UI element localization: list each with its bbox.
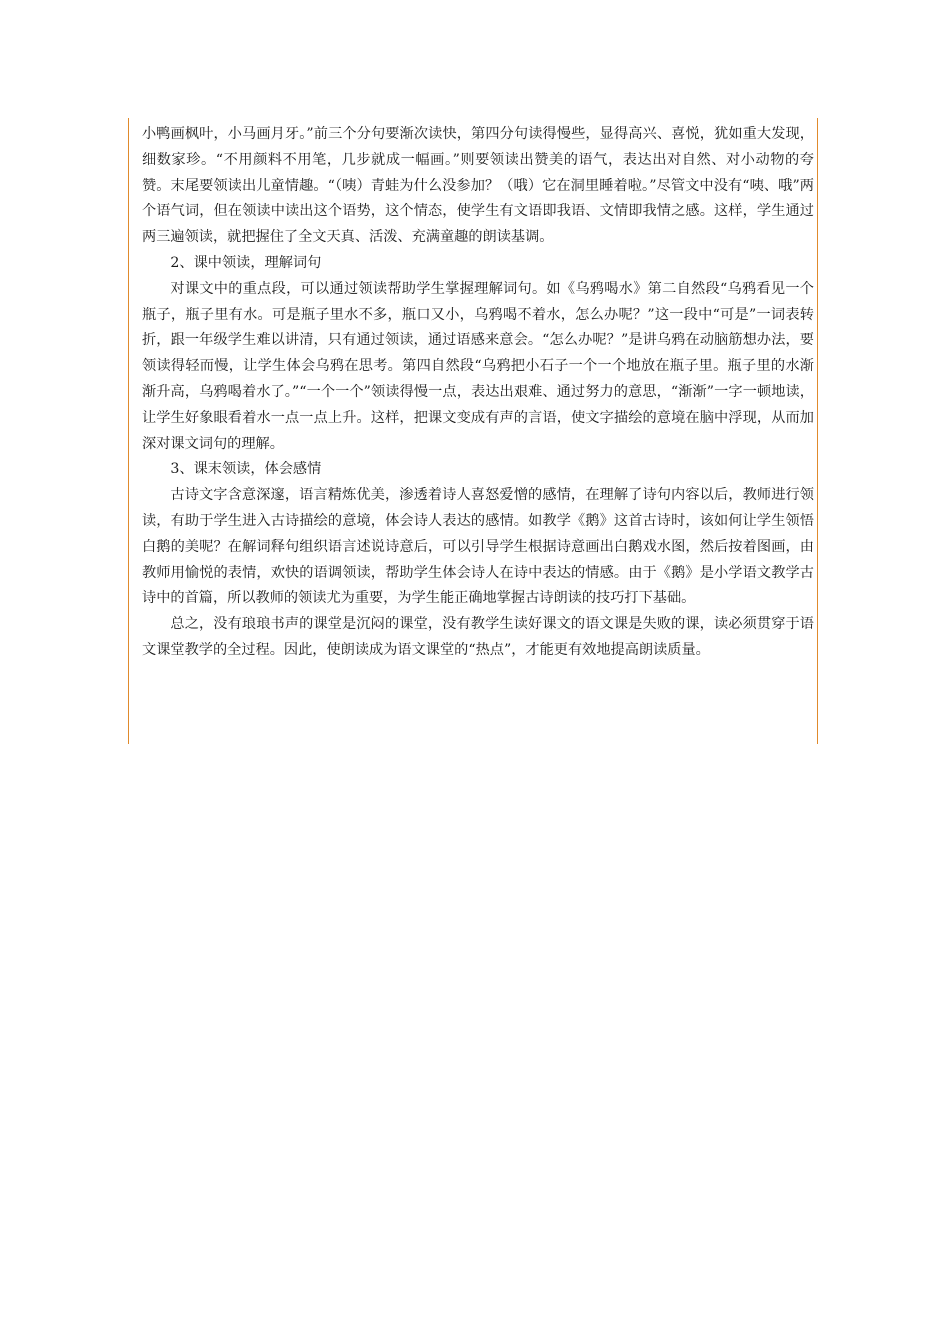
paragraph: 古诗文字含意深邃，语言精炼优美，渗透着诗人喜怒爱憎的感情，在理解了诗句内容以后，教师进行领读，有助于学生进入古诗描绘的意境，体会诗人表达的感情。如教学《鹅》这首古诗时，该如何让学生领悟白鹅的美呢？在解词释句组织语言述说诗意后，可以引导学生根据诗意画出白鹅戏水图，然后按着图画，由教师用愉悦的表情，欢快的语调领读，帮助学生体会诗人在诗中表达的情感。由于《鹅》是小学语文教学古诗中的首篇，所以教师的领读尤为重要，为学生能正确地掌握古诗朗读的技巧打下基础。 xyxy=(142,487,814,607)
paragraph: 对课文中的重点段，可以通过领读帮助学生掌握理解词句。如《乌鸦喝水》第二自然段“乌鸦看见一个瓶子，瓶子里有水。可是瓶子里水不多，瓶口又小，乌鸦喝不着水，怎么办呢？”这一段中“可是”一词表转折，跟一年级学生难以讲清，只有通过领读，通过语感来意会。“怎么办呢？”是讲乌鸦在动脑筋想办法，要领读得轻而慢，让学生体会乌鸦在思考。第四自然段“乌鸦把小石子一个一个地放在瓶子里。瓶子里的水渐渐升高，乌鸦喝着水了。”“一个一个”领读得慢一点，表达出艰难、通过努力的意思，“渐渐”一字一顿地读，让学生好象眼看着水一点一点上升。这样，把课文变成有声的言语，使文字描绘的意境在脑中浮现，从而加深对课文词句的理解。 xyxy=(142,280,814,452)
document-body xyxy=(142,122,814,664)
conclusion-paragraph: 总之，没有琅琅书声的课堂是沉闷的课堂，没有教学生读好课文的语文课是失败的课，读必须贯穿于语文课堂教学的全过程。因此，使朗读成为语文课堂的“热点”，才能更有效地提高朗读质量。 xyxy=(142,616,814,658)
section-heading-3: 3、课末领读，体会感情 xyxy=(170,461,322,478)
section-heading-2: 2、课中领读，理解词句 xyxy=(170,254,322,271)
paragraph-continued: 小鸭画枫叶，小马画月牙。”前三个分句要渐次读快，第四分句读得慢些，显得高兴、喜悦，犹如重大发现，细数家珍。“不用颜料不用笔，几步就成一幅画。”则要领读出赞美的语气，表达出对自然、对小动物的夸赞。末尾要领读出儿童情趣。“（咦）青蛙为什么没参加？（哦）它在洞里睡着啦。”尽管文中没有“咦、哦”两个语气词，但在领读中读出这个语势，这个情态，使学生有文语即我语、文情即我情之感。这样，学生通过两三遍领读，就把握住了全文天真、活泼、充满童趣的朗读基调。 xyxy=(142,126,814,246)
